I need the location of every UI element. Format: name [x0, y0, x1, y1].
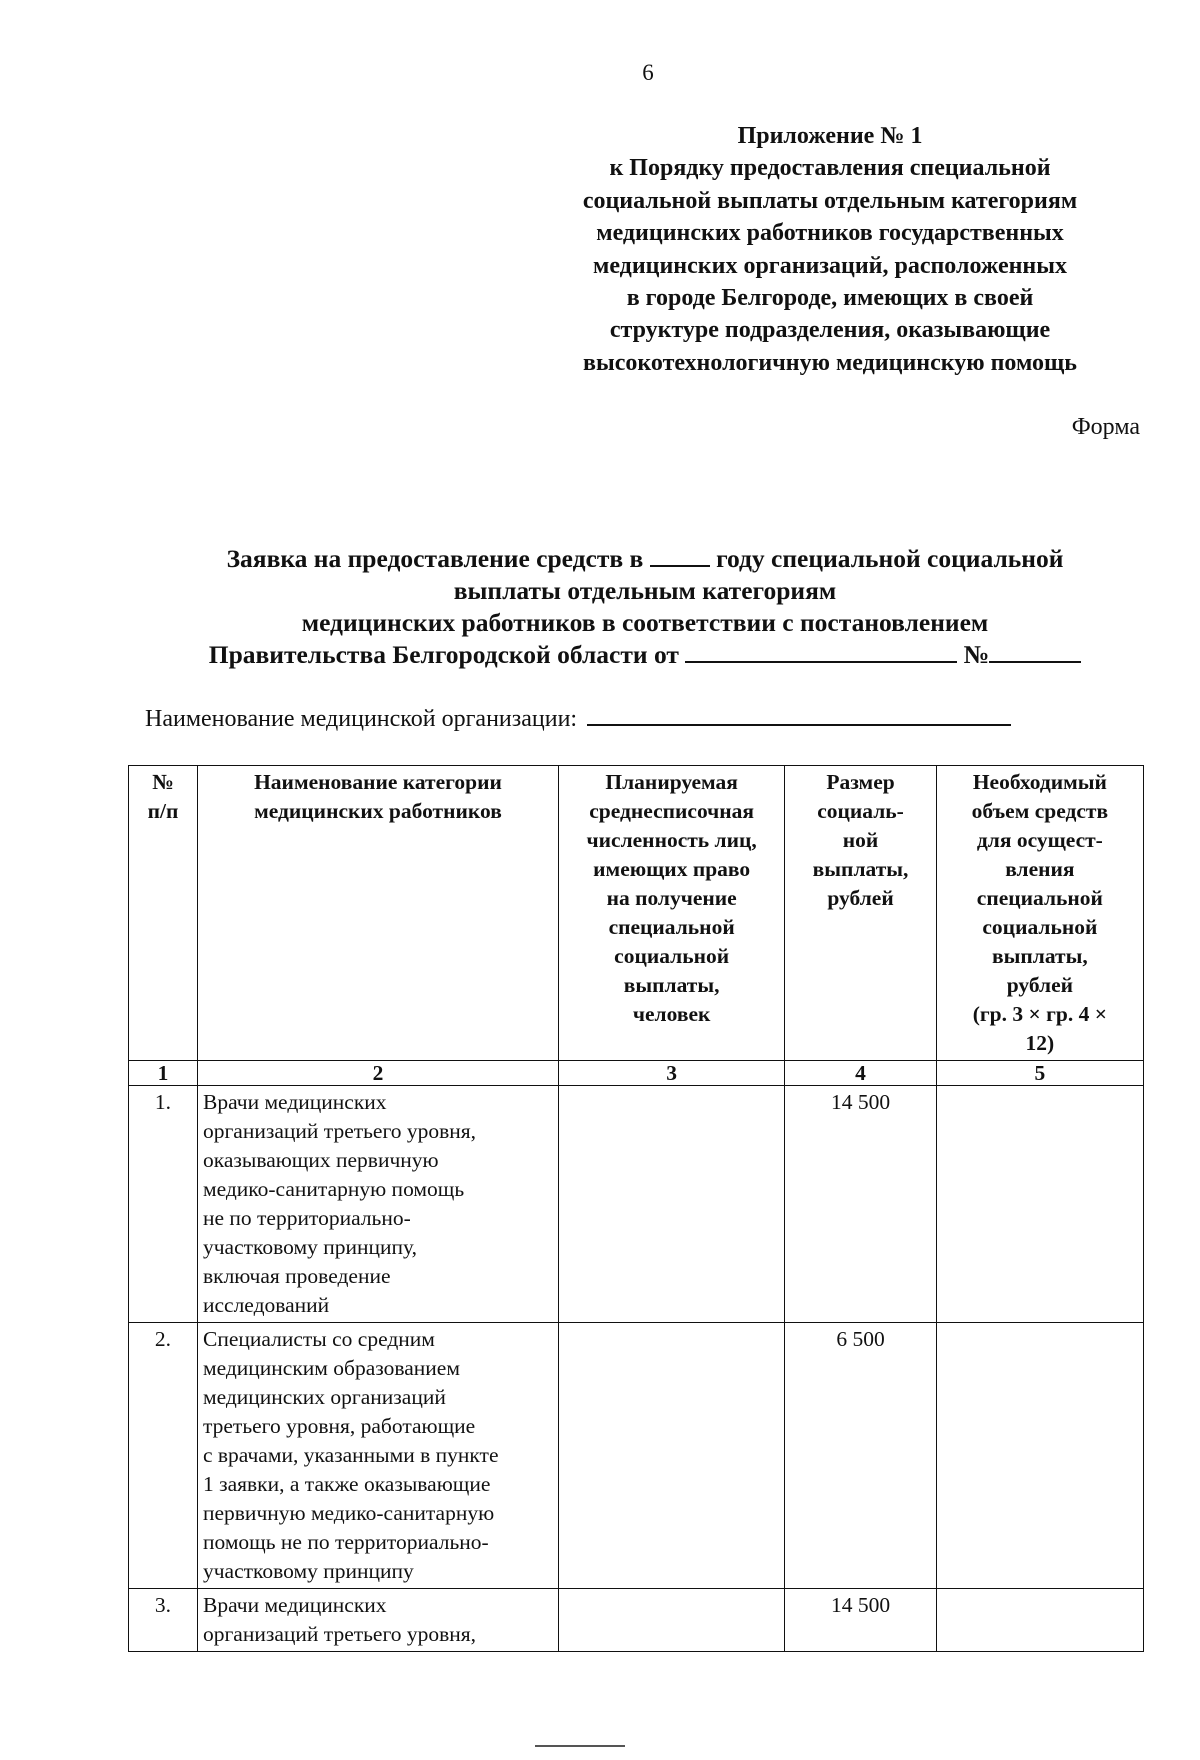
resolution-date-blank-field[interactable]: [685, 660, 957, 663]
category-line: Врачи медицинских: [202, 1593, 387, 1617]
header-line: объем средств: [971, 799, 1109, 823]
request-title-text: году специальной социальной: [716, 544, 1064, 573]
header-line: №: [152, 770, 174, 794]
category-line: Врачи медицинских: [202, 1090, 387, 1114]
category-line: участковому принципу,: [202, 1235, 417, 1259]
row-number: 1.: [129, 1086, 198, 1323]
column-number-row: [129, 1061, 1144, 1086]
row-number: 3.: [129, 1589, 198, 1652]
category-line: исследований: [202, 1293, 330, 1317]
header-cell-payment-amount: [785, 766, 936, 1061]
number-sign: №: [963, 640, 990, 669]
column-number: 4: [785, 1061, 936, 1086]
request-title-text: Заявка на предоставление средств в: [226, 544, 644, 573]
header-line: ной: [842, 828, 879, 852]
appendix-line: высокотехнологичную медицинскую помощь: [583, 349, 1077, 376]
header-line: Наименование категории: [254, 770, 502, 794]
organization-name-blank-field[interactable]: [587, 723, 1011, 726]
header-line: рублей: [827, 886, 894, 910]
appendix-line: медицинских работников государственных: [596, 220, 1064, 247]
row-payment-amount: 14 500: [785, 1589, 936, 1652]
row-planned-count[interactable]: [558, 1323, 784, 1589]
category-line: медико-санитарную помощь: [202, 1177, 465, 1201]
request-title-line-4: [150, 639, 1140, 671]
column-number: 2: [197, 1061, 558, 1086]
header-line: Необходимый: [972, 770, 1107, 794]
category-line: оказывающих первичную: [202, 1148, 439, 1172]
appendix-line: медицинских организаций, расположенных: [593, 252, 1067, 279]
category-line: Специалисты со средним: [202, 1327, 435, 1351]
table-row: [129, 1086, 1144, 1323]
table-row: [129, 1589, 1144, 1652]
header-cell-required-funds: [936, 766, 1143, 1061]
appendix-line: Приложение № 1: [737, 123, 923, 149]
table-header-row: [129, 766, 1144, 1061]
header-line: специальной: [608, 915, 735, 939]
row-required-funds[interactable]: [936, 1086, 1143, 1323]
category-line: организаций третьего уровня,: [202, 1119, 477, 1143]
organization-line: [145, 706, 1011, 733]
header-line: численность лиц,: [586, 828, 757, 852]
organization-label: Наименование медицинской организации:: [145, 706, 578, 732]
header-line: специальной: [976, 886, 1103, 910]
header-line: 12): [1025, 1031, 1055, 1055]
category-line: медицинским образованием: [202, 1356, 460, 1380]
row-category: [197, 1086, 558, 1323]
category-line: с врачами, указанными в пункте: [202, 1443, 499, 1467]
form-label: Форма: [1071, 414, 1140, 440]
appendix-line: в городе Белгороде, имеющих в своей: [626, 285, 1034, 312]
header-line: рублей: [1006, 973, 1074, 997]
header-line: социальной: [982, 915, 1098, 939]
category-line: первичную медико-санитарную: [202, 1501, 495, 1525]
appendix-heading: [530, 120, 1130, 379]
header-line: вления: [1005, 857, 1075, 881]
category-line: организаций третьего уровня,: [202, 1622, 477, 1646]
header-line: социаль-: [817, 799, 904, 823]
category-line: участковому принципу: [202, 1559, 414, 1583]
page-number: 6: [642, 60, 654, 85]
category-line: не по территориально-: [202, 1206, 411, 1230]
category-line: включая проведение: [202, 1264, 391, 1288]
header-line: п/п: [147, 799, 179, 823]
footer-divider: [535, 1745, 625, 1747]
category-line: медицинских организаций: [202, 1385, 446, 1409]
row-payment-amount: 14 500: [785, 1086, 936, 1323]
category-line: помощь не по территориально-: [202, 1530, 489, 1554]
request-title-line-1: [150, 543, 1140, 575]
row-required-funds[interactable]: [936, 1589, 1143, 1652]
header-line: (гр. 3 × гр. 4 ×: [972, 1002, 1107, 1026]
request-table: [128, 765, 1144, 1652]
row-payment-amount: 6 500: [785, 1323, 936, 1589]
row-category: [197, 1589, 558, 1652]
header-line: выплаты,: [812, 857, 909, 881]
header-line: для осущест-: [976, 828, 1103, 852]
row-planned-count[interactable]: [558, 1589, 784, 1652]
header-cell-number: [129, 766, 198, 1061]
row-required-funds[interactable]: [936, 1323, 1143, 1589]
header-line: на получение: [606, 886, 737, 910]
header-line: выплаты,: [623, 973, 720, 997]
header-line: медицинских работников: [254, 799, 502, 823]
appendix-line: к Порядку предоставления специальной: [609, 155, 1051, 182]
row-planned-count[interactable]: [558, 1086, 784, 1323]
request-title-line-3: медицинских работников в соответствии с постановлением: [301, 608, 989, 637]
header-line: среднесписочная: [589, 799, 755, 823]
resolution-number-blank-field[interactable]: [989, 660, 1081, 663]
header-line: человек: [632, 1002, 711, 1026]
column-number: 1: [129, 1061, 198, 1086]
appendix-line: социальной выплаты отдельным категориям: [582, 187, 1078, 214]
year-blank-field[interactable]: [650, 564, 710, 567]
column-number: 5: [936, 1061, 1143, 1086]
header-line: Планируемая: [605, 770, 738, 794]
header-line: имеющих право: [593, 857, 751, 881]
request-title: [150, 543, 1140, 671]
row-number: 2.: [129, 1323, 198, 1589]
header-cell-planned-count: [558, 766, 784, 1061]
category-line: третьего уровня, работающие: [202, 1414, 476, 1438]
header-line: Размер: [826, 770, 895, 794]
row-category: [197, 1323, 558, 1589]
appendix-line: структуре подразделения, оказывающие: [609, 317, 1051, 344]
table-row: [129, 1323, 1144, 1589]
header-line: социальной: [614, 944, 730, 968]
column-number: 3: [558, 1061, 784, 1086]
request-title-text: Правительства Белгородской области от: [208, 640, 679, 669]
header-line: выплаты,: [991, 944, 1088, 968]
request-title-line-2: выплаты отдельным категориям: [453, 576, 837, 605]
category-line: 1 заявки, а также оказывающие: [202, 1472, 491, 1496]
header-cell-category: [197, 766, 558, 1061]
